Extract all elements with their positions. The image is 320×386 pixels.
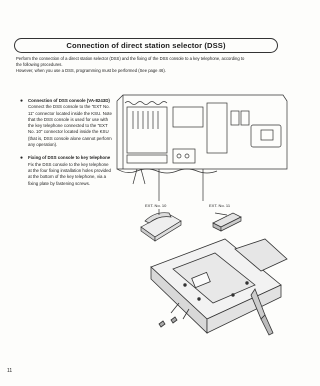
bullet-icon: ● xyxy=(20,155,24,162)
section-title-text: Connection of direct station selector (DSS) xyxy=(66,41,226,50)
installation-figure xyxy=(115,89,290,371)
ext-no-10-label: EXT. No. 10 xyxy=(145,203,167,208)
dss-console-illustration xyxy=(213,213,241,231)
section-title xyxy=(14,38,278,53)
procedure-steps xyxy=(20,98,112,194)
ksu-unit-illustration xyxy=(117,95,287,201)
step-body: Connect the DSS console to the "EXT No. 11" connector located inside the KSU. Note that the DSS console is used for use with the key telephone connected to the "EXT No. 10" connector located inside the KSU (that is, DSS console alone cannot perform any operation). xyxy=(28,104,112,148)
ext-no-11-label: EXT. No. 11 xyxy=(209,203,231,208)
intro-paragraph xyxy=(16,56,286,75)
intro-line-3: However, when you use a DSS, programming must be performed (See page 46). xyxy=(16,68,166,74)
step-heading: Connection of DSS console (VA-8243D) xyxy=(28,98,110,103)
intro-line-1: Perform the connection of a direct station selector (DSS) and the fixing of the DSS console to a key telephone, according to xyxy=(16,56,245,61)
step-connection xyxy=(20,98,112,148)
step-fixing xyxy=(20,155,112,186)
page-number: 11 xyxy=(7,368,13,374)
intro-line-2: the following procedures. xyxy=(16,62,63,68)
step-body: Fix the DSS console to the key telephone at the four fixing installation holes provided at the bottom of the key telephone, via a fixing plate by fastening screws. xyxy=(28,161,111,186)
telephone-underside-illustration xyxy=(151,239,287,335)
key-telephone-illustration xyxy=(141,209,181,241)
bullet-icon: ● xyxy=(20,98,24,104)
step-heading: Fixing of DSS console to key telephone xyxy=(28,155,111,161)
